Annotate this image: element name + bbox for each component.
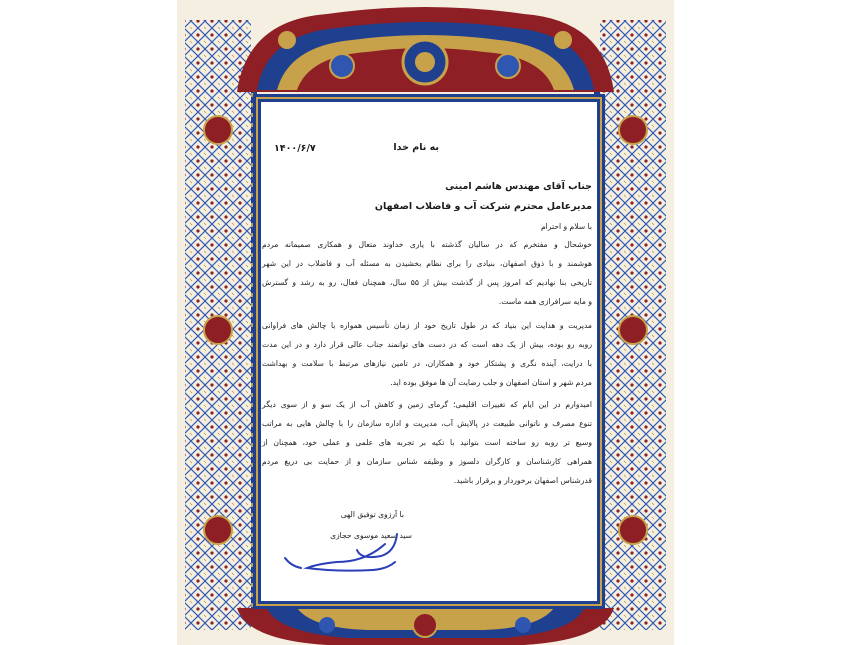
greeting: با سلام و احترام [540,222,592,231]
paragraph-2-line-2: روبه رو بوده، بیش از یک دهه است که در دست های توانمند جناب عالی قرار دارد و در این مدت [262,340,592,349]
illuminated-frame [177,0,674,645]
recipient-title: مدیرعامل محترم شرکت آب و فاضلاب اصفهان [374,201,592,212]
letter-date: ۱۴۰۰/۶/۷ [274,143,316,154]
signature-icon [277,528,417,578]
recipient-name: جناب آقای مهندس هاشم امینی [445,181,592,192]
paragraph-1-line-1: خوشحال و مفتخرم که در سالیان گذشته با یاری خداوند متعال و همکاری صمیمانه مردم [262,240,592,249]
invocation: به نام خدا [393,142,439,153]
paragraph-1-line-3: تاریخی بنا نهادیم که امروز پس از گذشت بیش از ۵۵ سال، همچنان فعال، رو به رشد و گسترش [262,278,592,287]
paragraph-3-line-3: وسیع تر روبه رو ساخته است بتوانید با تکیه بر تجربه های علمی و عملی خود، همچنان از [262,438,592,447]
signatory-name: سید سعید موسوی حجازی [330,531,412,540]
paragraph-2-line-3: با درایت، آینده نگری و پشتکار خود و همکاران، در تامین نیازهای مرتبط با سلامت و بهداشت [262,359,592,368]
bottom-footpiece [237,608,614,645]
paragraph-3-line-4: همراهی کارشناسان و کارگران دلسوز و وظیفه شناس سازمان و از حمایت بی دریغ مردم [262,457,592,466]
paragraph-3-line-2: تنوع مصرف و ناتوانی طبیعت در پالایش آب، مدیریت و اداره سازمان را با چالش هایی به مراتب [262,419,592,428]
paragraph-2-line-4: مردم شهر و استان اصفهان و جلب رضایت آن ها موفق بوده اید. [390,378,592,387]
paragraph-3-line-5: قدرشناس اصفهان برخوردار و برقرار باشید. [453,476,592,485]
closing: با آرزوی توفیق الهی [340,510,404,519]
paragraph-1-line-2: هوشمند و با ذوق اصفهان، بنیادی را برای نظام بخشیدن به مسئله آب و فاضلاب در این شهر [262,259,592,268]
paragraph-3-line-1: امیدوارم در این ایام که تغییرات اقلیمی؛ گرمای زمین و کاهش آب از یک سو و از سوی دیگر [262,400,592,409]
top-headpiece [237,7,614,92]
paragraph-1-line-4: و مایه سرافرازی همه ماست. [498,297,592,306]
paragraph-2-line-1: مدیریت و هدایت این بنیاد که در طول تاریخ خود از زمان تأسیس همواره با چالش های فراوانی [262,321,592,330]
